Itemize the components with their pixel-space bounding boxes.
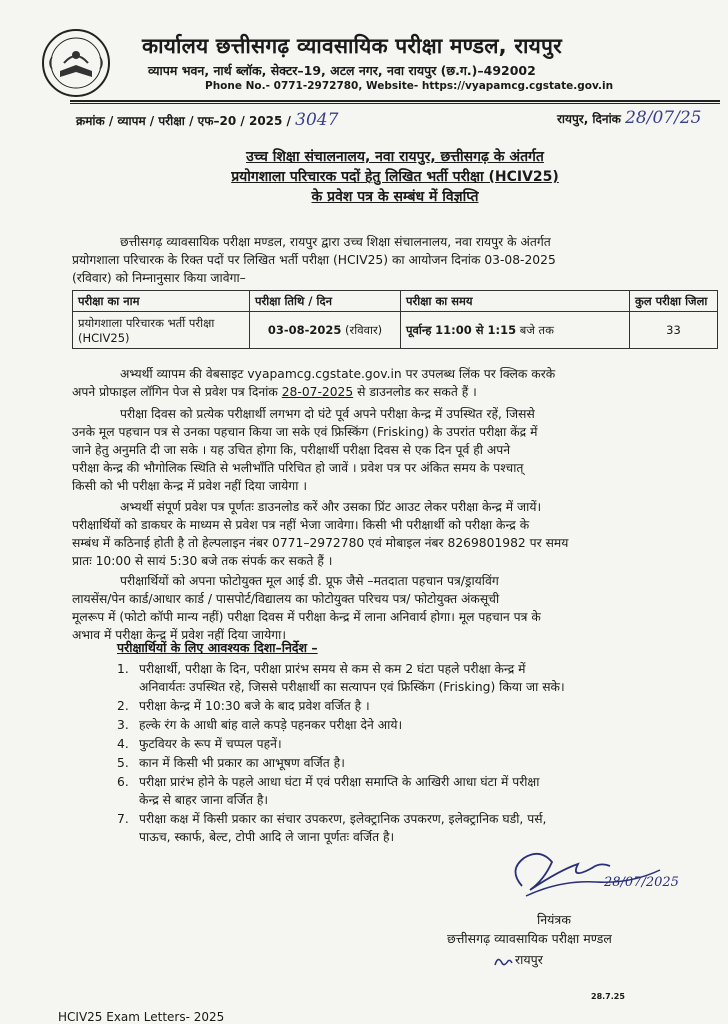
guideline-number: 3. bbox=[117, 718, 129, 732]
intro-line-1: छत्तीसगढ़ व्यावसायिक परीक्षा मण्डल, रायपुर द्वारा उच्च शिक्षा संचालनालय, नवा रायपुर के अंतर्गत bbox=[120, 235, 551, 249]
download-line-2-post: से डाउनलोड कर सकते हैं । bbox=[357, 385, 477, 399]
reference-prefix: क्रमांक / व्यापम / परीक्षा / एफ–20 / 2025 / bbox=[76, 114, 291, 128]
table-header-row bbox=[73, 291, 718, 312]
vyapam-emblem-logo bbox=[40, 27, 112, 99]
guideline-1-line-1: परीक्षार्थी, परीक्षा के दिन, परीक्षा प्रारंभ समय से कम से कम 2 घंटा पहले परीक्षा केन्द्र में bbox=[139, 662, 526, 676]
id-line-4: अभाव में परीक्षा केन्द्र में प्रवेश नहीं दिया जायेगा। bbox=[72, 628, 286, 642]
signatory-city: रायपुर bbox=[515, 952, 543, 967]
stamp-date: 28.7.25 bbox=[591, 992, 625, 1001]
table-header-cell: परीक्षा का समय bbox=[401, 291, 630, 312]
exam-day-line-4: परीक्षा केन्द्र की भौगोलिक स्थिति से भलीभाँति परिचित हो जावें । प्रवेश पत्र पर अंकित समय के पश्चात् bbox=[72, 461, 524, 475]
print-line-3: सम्बंध में कठिनाई होती है तो हेल्पलाइन नंबर 0771–2972780 एवं मोबाइल नंबर 8269801982 पर समय bbox=[72, 536, 569, 550]
print-line-2: परीक्षार्थियों को डाकघर के माध्यम से प्रवेश पत्र नहीं भेजा जावेगा। किसी भी परीक्षार्थी को परीक्षा केन्द्र के bbox=[72, 518, 530, 532]
id-line-1: परीक्षार्थियों को अपना फोटोयुक्त मूल आई डी. प्रूफ जैसे –मतदाता पहचान पत्र/ड्रायविंग bbox=[120, 574, 499, 588]
table-header-cell: कुल परीक्षा जिला bbox=[630, 291, 718, 312]
exam-day-line-1: परीक्षा दिवस को प्रत्येक परीक्षार्थी लगभग दो घंटे पूर्व अपने परीक्षा केन्द्र में उपस्थित रहें, जिससे bbox=[120, 407, 535, 421]
table-row bbox=[73, 312, 718, 349]
guideline-6-line-1: परीक्षा प्रारंभ होने के पहले आधा घंटा में एवं परीक्षा समाप्ति के आखिरी आधा घंटा में परीक्षा bbox=[139, 775, 540, 789]
guideline-7-line-1: परीक्षा कक्ष में किसी प्रकार का संचार उपकरण, इलेक्ट्रानिक उपकरण, इलेक्ट्रानिक घडी, पर्स, bbox=[139, 812, 547, 826]
svg-text:28/07/2025: 28/07/2025 bbox=[604, 875, 679, 890]
table-header-cell: परीक्षा तिथि / दिन bbox=[250, 291, 401, 312]
guideline-4-line-1: फुटवियर के रूप में चप्पल पहनें। bbox=[139, 737, 282, 751]
guideline-number: 1. bbox=[117, 662, 129, 676]
download-line-1: अभ्यर्थी व्यापम की वेबसाइट vyapamcg.cgstate.gov.in पर उपलब्ध लिंक पर क्लिक करके bbox=[120, 367, 556, 381]
guideline-number: 5. bbox=[117, 756, 129, 770]
guideline-7-line-2: पाऊच, स्कार्फ, बेल्ट, टोपी आदि ले जाना पूर्णतः वर्जित है। bbox=[139, 830, 395, 844]
exam-schedule-table bbox=[72, 290, 718, 349]
print-line-4: प्रातः 10:00 से सायं 5:30 बजे तक संपर्क कर सकते हैं । bbox=[72, 554, 333, 568]
id-line-3: मूलरूप में (फोटो कॉपी मान्य नहीं) परीक्षा दिवस में परीक्षा केन्द्र में लाना अनिवार्य होगा। मूल पहचान पत्र के bbox=[72, 610, 541, 624]
reference-date bbox=[557, 108, 701, 128]
header-divider-thin bbox=[70, 103, 720, 104]
guidelines-heading: परीक्षार्थियों के लिए आवश्यक दिशा–निर्देश – bbox=[117, 640, 318, 655]
table-header-cell: परीक्षा का नाम bbox=[73, 291, 250, 312]
guideline-number: 7. bbox=[117, 812, 129, 826]
exam-date-value: 03-08-2025 bbox=[267, 322, 342, 337]
signatory-designation: नियंत्रक bbox=[537, 912, 571, 927]
initials-mark bbox=[492, 951, 514, 971]
download-line-2 bbox=[72, 383, 477, 401]
guideline-number: 4. bbox=[117, 737, 129, 751]
reference-handwritten-number: 3047 bbox=[295, 110, 339, 130]
table-cell-exam-name: प्रयोगशाला परिचारक भर्ती परीक्षा (HCIV25) bbox=[73, 312, 250, 349]
intro-line-3: (रविवार) को निम्नानुसार किया जावेगा– bbox=[72, 271, 246, 285]
exam-time-value: 11:00 से 1:15 bbox=[435, 322, 517, 337]
signatory-office: छत्तीसगढ़ व्यावसायिक परीक्षा मण्डल bbox=[447, 931, 612, 946]
subject-line-3: के प्रवेश पत्र के सम्बंध में विज्ञप्ति bbox=[311, 189, 479, 205]
id-line-2: लायसेंस/पेन कार्ड/आधार कार्ड / पासपोर्ट/विद्यालय का फोटोयुक्त परिचय पत्र/ फोटोयुक्त अंकसूची bbox=[72, 592, 500, 606]
footer-label: HCIV25 Exam Letters- 2025 bbox=[58, 1010, 225, 1024]
office-title: कार्यालय छत्तीसगढ़ व्यावसायिक परीक्षा मण्डल, रायपुर bbox=[142, 34, 562, 58]
download-date: 28-07-2025 bbox=[281, 385, 354, 399]
reference-date-label: रायपुर, दिनांक bbox=[557, 112, 621, 126]
intro-line-2: प्रयोगशाला परिचारक के रिक्त पदों पर लिखित भर्ती परीक्षा (HCIV25) का आयोजन दिनांक 03-08-2025 bbox=[72, 253, 556, 267]
exam-day-line-2: उनके मूल पहचान पत्र से उनका पहचान किया जा सके एवं फ्रिस्किंग (Frisking) के उपरांत परीक्षा केंद्र में bbox=[72, 425, 538, 439]
table-cell-exam-time bbox=[401, 312, 630, 349]
guideline-3-line-1: हल्के रंग के आधी बांह वाले कपड़े पहनकर परीक्षा देने आये। bbox=[139, 718, 403, 732]
exam-time-suffix: बजे तक bbox=[519, 322, 554, 337]
exam-day-value: (रविवार) bbox=[345, 322, 383, 337]
download-line-2-pre: अपने प्रोफाइल लॉगिन पेज से प्रवेश पत्र दिनांक bbox=[72, 385, 278, 399]
guideline-6-line-2: केन्द्र से बाहर जाना वर्जित है। bbox=[139, 793, 269, 807]
office-phone-website: Phone No.- 0771-2972780, Website- https://vyapamcg.cgstate.gov.in bbox=[205, 80, 614, 92]
guideline-number: 6. bbox=[117, 775, 129, 789]
reference-handwritten-date: 28/07/25 bbox=[625, 108, 702, 128]
exam-day-line-3: जाने हेतु अनुमति दी जा सके । यह उचित होगा कि, परीक्षार्थी परीक्षा दिवस से एक दिन पूर्व ही अपने bbox=[72, 443, 511, 457]
guideline-1-line-2: अनिवार्यतः उपस्थित रहे, जिससे परीक्षार्थी का सत्यापन एवं फ्रिस्किंग (Frisking) किया जा सके। bbox=[139, 680, 565, 694]
print-line-1: अभ्यर्थी संपूर्ण प्रवेश पत्र पूर्णतः डाउनलोड करें और उसका प्रिंट आउट लेकर परीक्षा केन्द्र में जायें। bbox=[120, 500, 542, 514]
subject-line-1: उच्च शिक्षा संचालनालय, नवा रायपुर, छत्तीसगढ़ के अंतर्गत bbox=[246, 149, 544, 165]
exam-day-line-5: किसी को भी परीक्षा केन्द्र में प्रवेश नहीं दिया जायेगा । bbox=[72, 479, 307, 493]
controller-signature bbox=[500, 840, 679, 908]
guideline-2-line-1: परीक्षा केन्द्र में 10:30 बजे के बाद प्रवेश वर्जित है । bbox=[139, 699, 370, 713]
reference-number bbox=[76, 110, 338, 130]
guideline-number: 2. bbox=[117, 699, 129, 713]
guideline-5-line-1: कान में किसी भी प्रकार का आभूषण वर्जित है। bbox=[139, 756, 345, 770]
exam-time-prefix: पूर्वान्ह bbox=[406, 322, 432, 337]
header-divider bbox=[70, 100, 720, 102]
office-address: व्यापम भवन, नार्थ ब्लॉक, सेक्टर–19, अटल नगर, नवा रायपुर (छ.ग.)–492002 bbox=[148, 63, 536, 78]
subject-line-2: प्रयोगशाला परिचारक पदों हेतु लिखित भर्ती परीक्षा (HCIV25) bbox=[231, 169, 559, 185]
table-cell-exam-date bbox=[250, 312, 401, 349]
table-cell-districts: 33 bbox=[630, 312, 718, 349]
